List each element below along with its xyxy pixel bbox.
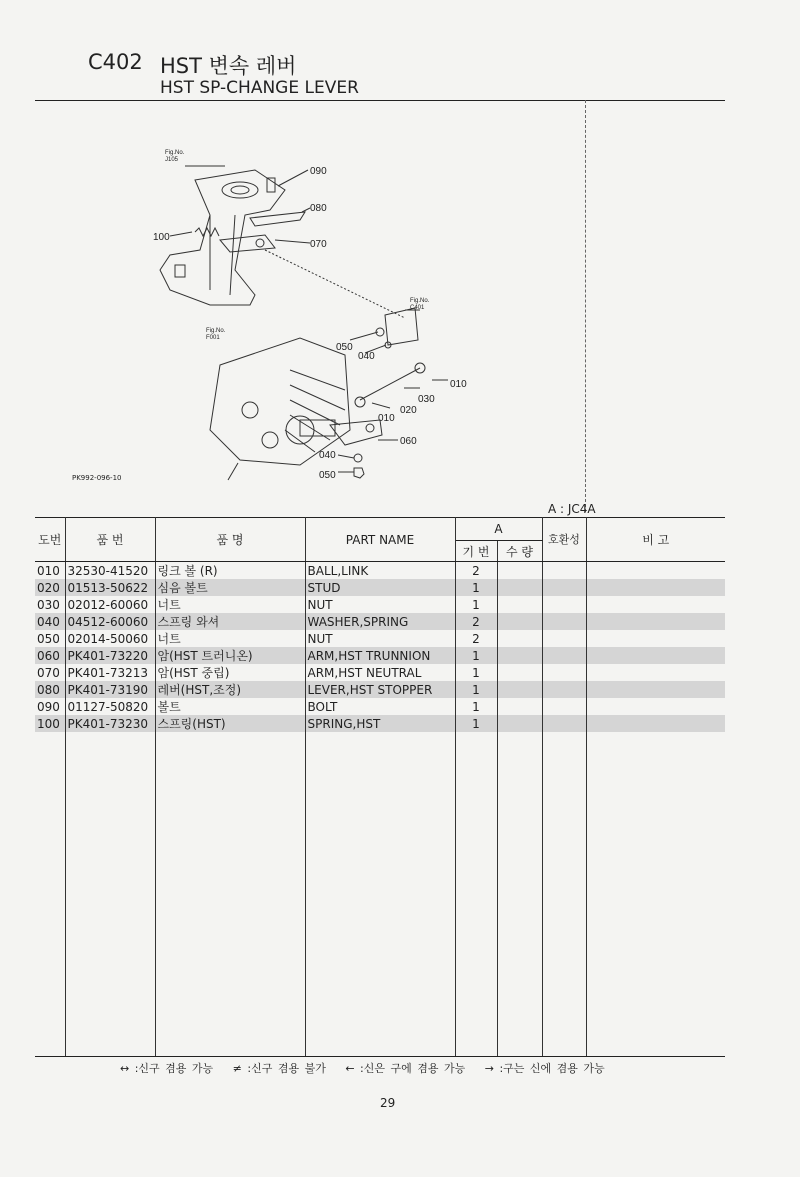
ref-cell: 090 bbox=[35, 698, 65, 715]
header-rule bbox=[35, 100, 725, 101]
callout-label: 040 bbox=[358, 351, 375, 362]
name-ko-cell: 레버(HST,조정) bbox=[155, 681, 305, 698]
qty-cell: 1 bbox=[455, 579, 497, 596]
legend-item: ← :신은 구에 겸용 가능 bbox=[345, 1062, 466, 1075]
empty-cell bbox=[305, 732, 455, 1057]
compat-cell bbox=[542, 681, 586, 698]
table-row bbox=[35, 715, 725, 732]
qty-cell: 1 bbox=[455, 681, 497, 698]
empty-cell bbox=[155, 732, 305, 1057]
part-name-cell: WASHER,SPRING bbox=[305, 613, 455, 630]
remarks-cell bbox=[586, 664, 725, 681]
callout-label: 050 bbox=[319, 470, 336, 481]
page-title-korean: HST 변속 레버 bbox=[160, 54, 297, 78]
empty-cell bbox=[35, 732, 65, 1057]
svg-text:F001: F001 bbox=[206, 335, 220, 341]
remarks-cell bbox=[586, 715, 725, 732]
part-no-cell: PK401-73213 bbox=[65, 664, 155, 681]
callout-label: 040 bbox=[319, 450, 336, 461]
col-base-header: 기 번 bbox=[455, 541, 497, 562]
fig-label-c401: Fig.No. bbox=[410, 298, 430, 304]
legend-item: ≠ :신구 겸용 불가 bbox=[232, 1062, 326, 1075]
qty-count-cell bbox=[497, 613, 542, 630]
ref-cell: 020 bbox=[35, 579, 65, 596]
drawing-code: PK992-096-10 bbox=[72, 474, 122, 482]
qty-count-cell bbox=[497, 681, 542, 698]
qty-cell: 2 bbox=[455, 630, 497, 647]
name-ko-cell: 볼트 bbox=[155, 698, 305, 715]
remarks-cell bbox=[586, 613, 725, 630]
ref-cell: 040 bbox=[35, 613, 65, 630]
compat-cell bbox=[542, 613, 586, 630]
part-name-cell: STUD bbox=[305, 579, 455, 596]
qty-count-cell bbox=[497, 562, 542, 580]
name-ko-cell: 링크 볼 (R) bbox=[155, 562, 305, 580]
legend-item: ↔ :신구 겸용 가능 bbox=[120, 1062, 214, 1075]
compatibility-legend bbox=[120, 1060, 619, 1076]
part-no-cell: 02014-50060 bbox=[65, 630, 155, 647]
ref-cell: 010 bbox=[35, 562, 65, 580]
compat-cell bbox=[542, 596, 586, 613]
part-no-cell: 02012-60060 bbox=[65, 596, 155, 613]
part-name-cell: BALL,LINK bbox=[305, 562, 455, 580]
callout-label: 100 bbox=[153, 232, 170, 243]
ref-cell: 050 bbox=[35, 630, 65, 647]
qty-count-cell bbox=[497, 630, 542, 647]
compat-cell bbox=[542, 562, 586, 580]
part-name-cell: SPRING,HST bbox=[305, 715, 455, 732]
compat-cell bbox=[542, 664, 586, 681]
table-row bbox=[35, 562, 725, 580]
callout-label: 010 bbox=[378, 413, 395, 424]
part-name-cell: NUT bbox=[305, 596, 455, 613]
fig-label-j105: Fig.No. bbox=[165, 150, 185, 156]
fig-label-f001: Fig.No. bbox=[206, 328, 226, 334]
name-ko-cell: 암(HST 중립) bbox=[155, 664, 305, 681]
ref-cell: 080 bbox=[35, 681, 65, 698]
ref-cell: 070 bbox=[35, 664, 65, 681]
remarks-cell bbox=[586, 562, 725, 580]
remarks-cell bbox=[586, 647, 725, 664]
compat-cell bbox=[542, 715, 586, 732]
svg-text:J105: J105 bbox=[165, 157, 179, 163]
col-qty-header: 수 량 bbox=[497, 541, 542, 562]
name-ko-cell: 스프링 와셔 bbox=[155, 613, 305, 630]
qty-cell: 1 bbox=[455, 664, 497, 681]
callout-label: 030 bbox=[418, 394, 435, 405]
part-no-cell: 32530-41520 bbox=[65, 562, 155, 580]
table-row bbox=[35, 681, 725, 698]
empty-cell bbox=[497, 732, 542, 1057]
name-ko-cell: 너트 bbox=[155, 630, 305, 647]
qty-count-cell bbox=[497, 596, 542, 613]
qty-count-cell bbox=[497, 664, 542, 681]
callout-label: 080 bbox=[310, 203, 327, 214]
col-part-name-header: PART NAME bbox=[305, 518, 455, 562]
remarks-cell bbox=[586, 596, 725, 613]
table-row bbox=[35, 664, 725, 681]
ref-cell: 100 bbox=[35, 715, 65, 732]
callout-label: 050 bbox=[336, 342, 353, 353]
page-title-english: HST SP-CHANGE LEVER bbox=[160, 78, 359, 98]
empty-cell bbox=[65, 732, 155, 1057]
part-no-cell: PK401-73190 bbox=[65, 681, 155, 698]
part-name-cell: LEVER,HST STOPPER bbox=[305, 681, 455, 698]
exploded-parts-diagram bbox=[60, 140, 490, 490]
page-number: 29 bbox=[380, 1096, 396, 1110]
compat-cell bbox=[542, 630, 586, 647]
ref-cell: 030 bbox=[35, 596, 65, 613]
part-name-cell: ARM,HST NEUTRAL bbox=[305, 664, 455, 681]
part-no-cell: 01513-50622 bbox=[65, 579, 155, 596]
model-reference: A : JC4A bbox=[548, 502, 596, 516]
fold-line bbox=[585, 100, 586, 512]
col-group-a-header: A bbox=[455, 518, 542, 541]
col-part-no-header: 품 번 bbox=[65, 518, 155, 562]
col-remarks-header: 비 고 bbox=[586, 518, 725, 562]
col-compat-header: 호환성 bbox=[542, 518, 586, 562]
remarks-cell bbox=[586, 698, 725, 715]
qty-cell: 1 bbox=[455, 715, 497, 732]
name-ko-cell: 암(HST 트러니온) bbox=[155, 647, 305, 664]
table-row bbox=[35, 613, 725, 630]
compat-cell bbox=[542, 698, 586, 715]
part-no-cell: PK401-73220 bbox=[65, 647, 155, 664]
part-no-cell: 01127-50820 bbox=[65, 698, 155, 715]
col-name-ko-header: 품 명 bbox=[155, 518, 305, 562]
empty-cell bbox=[542, 732, 586, 1057]
callout-label: 010 bbox=[450, 379, 467, 390]
qty-cell: 2 bbox=[455, 562, 497, 580]
part-name-cell: BOLT bbox=[305, 698, 455, 715]
table-row bbox=[35, 579, 725, 596]
table-row bbox=[35, 647, 725, 664]
qty-count-cell bbox=[497, 647, 542, 664]
qty-count-cell bbox=[497, 579, 542, 596]
part-no-cell: 04512-60060 bbox=[65, 613, 155, 630]
section-code: C402 bbox=[88, 50, 143, 74]
remarks-cell bbox=[586, 579, 725, 596]
qty-count-cell bbox=[497, 715, 542, 732]
table-row bbox=[35, 698, 725, 715]
callout-label: 060 bbox=[400, 436, 417, 447]
ref-cell: 060 bbox=[35, 647, 65, 664]
empty-cell bbox=[586, 732, 725, 1057]
name-ko-cell: 스프링(HST) bbox=[155, 715, 305, 732]
col-ref-header: 도번 bbox=[35, 518, 65, 562]
table-empty-area bbox=[35, 732, 725, 1057]
remarks-cell bbox=[586, 630, 725, 647]
parts-table bbox=[35, 517, 725, 1057]
part-no-cell: PK401-73230 bbox=[65, 715, 155, 732]
compat-cell bbox=[542, 579, 586, 596]
table-row bbox=[35, 596, 725, 613]
svg-text:C401: C401 bbox=[410, 305, 425, 311]
callout-label: 070 bbox=[310, 239, 327, 250]
qty-cell: 1 bbox=[455, 596, 497, 613]
qty-cell: 1 bbox=[455, 647, 497, 664]
table-row bbox=[35, 630, 725, 647]
callout-label: 020 bbox=[400, 405, 417, 416]
part-name-cell: NUT bbox=[305, 630, 455, 647]
name-ko-cell: 심음 볼트 bbox=[155, 579, 305, 596]
qty-count-cell bbox=[497, 698, 542, 715]
compat-cell bbox=[542, 647, 586, 664]
qty-cell: 2 bbox=[455, 613, 497, 630]
name-ko-cell: 너트 bbox=[155, 596, 305, 613]
callout-label: 090 bbox=[310, 166, 327, 177]
remarks-cell bbox=[586, 681, 725, 698]
qty-cell: 1 bbox=[455, 698, 497, 715]
part-name-cell: ARM,HST TRUNNION bbox=[305, 647, 455, 664]
empty-cell bbox=[455, 732, 497, 1057]
legend-item: → :구는 신에 겸용 가능 bbox=[484, 1062, 605, 1075]
